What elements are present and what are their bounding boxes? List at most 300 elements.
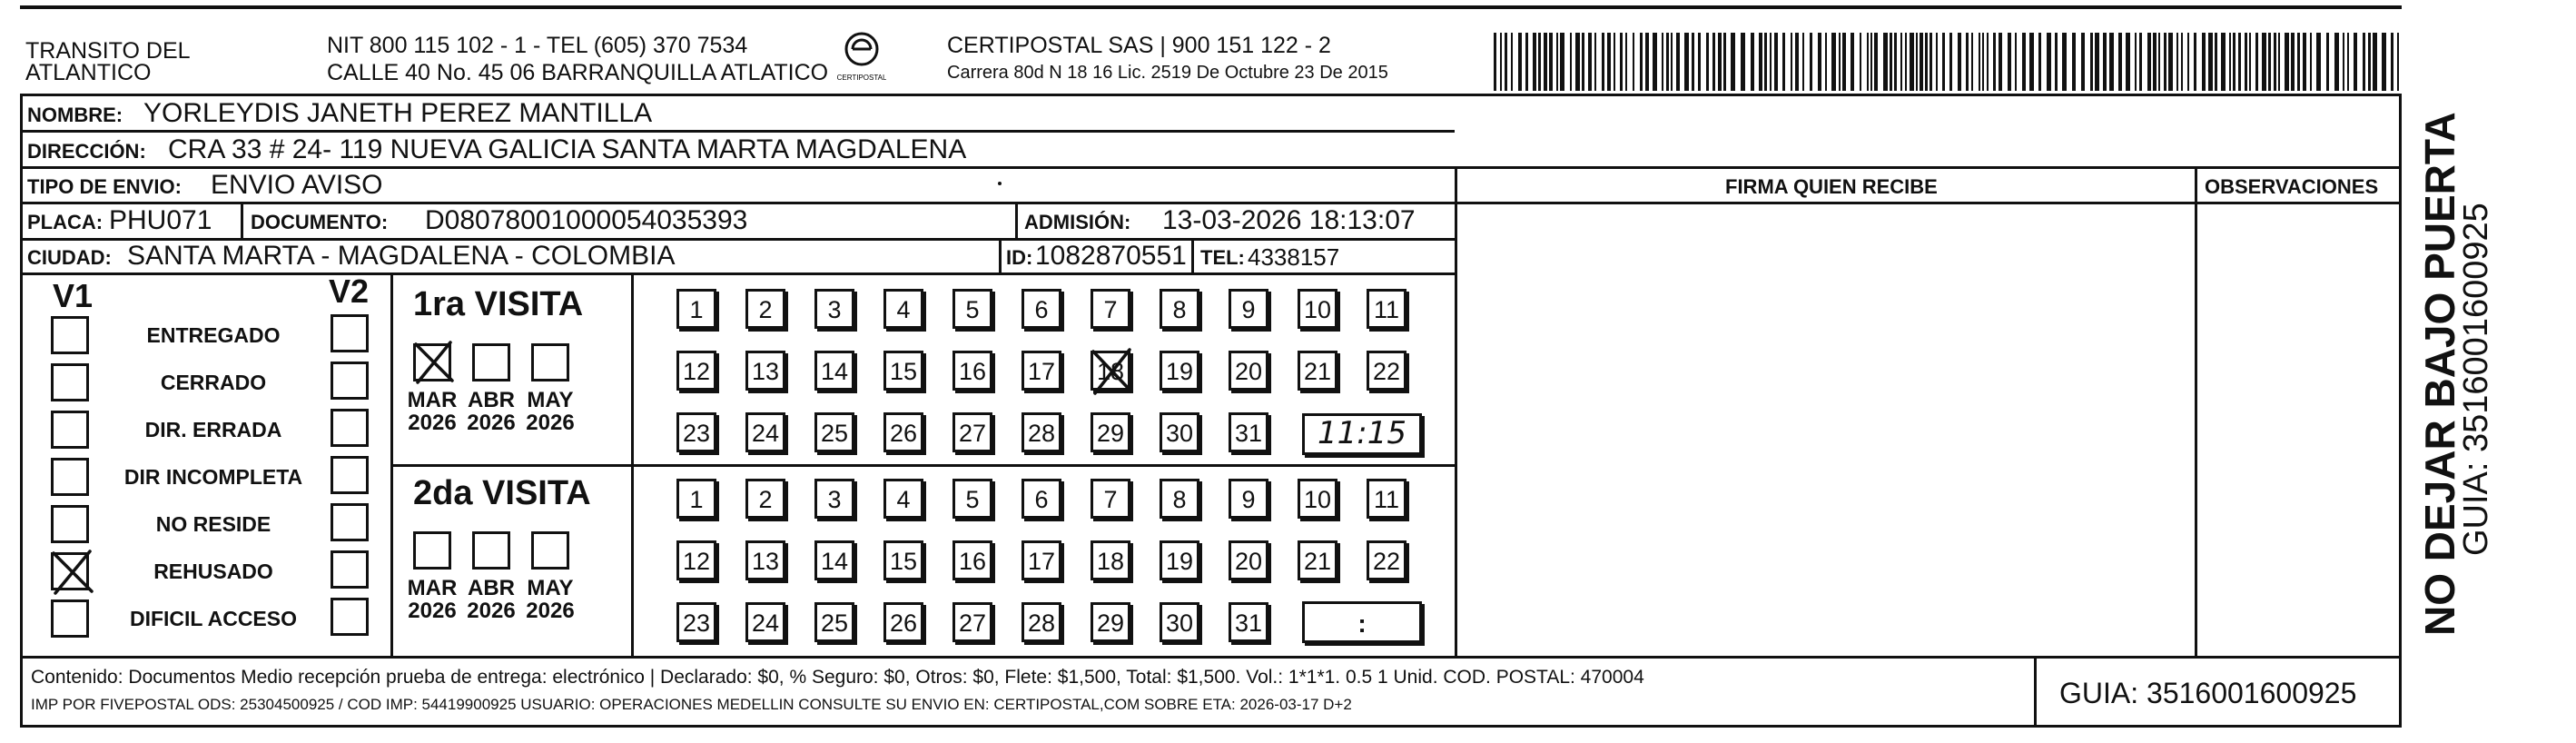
barcode-bar <box>1662 33 1663 91</box>
tipo-envio-label: TIPO DE ENVIO: <box>27 175 182 198</box>
v2-checkbox[interactable] <box>331 362 369 400</box>
barcode-bar <box>1525 33 1528 91</box>
barcode-bar <box>1602 33 1604 91</box>
v1-checkbox[interactable] <box>51 599 89 638</box>
barcode-bar <box>1791 33 1792 91</box>
month-checkbox[interactable] <box>472 531 510 570</box>
month-label <box>518 577 582 622</box>
day-box[interactable]: 23 <box>676 602 716 642</box>
barcode-bar <box>1645 33 1649 91</box>
ink-dot <box>998 182 1002 185</box>
barcode-bar <box>1505 33 1507 91</box>
second-visit-time-box[interactable] <box>1302 601 1422 643</box>
company-address-line: CALLE 40 No. 45 06 BARRANQUILLA ATLATICO <box>327 60 829 85</box>
barcode-bar <box>1698 33 1701 91</box>
day-box[interactable]: 7 <box>1091 289 1130 329</box>
day-box[interactable]: 28 <box>1022 412 1061 452</box>
tipo-envio-value: ENVIO AVISO <box>211 170 383 200</box>
barcode-bar <box>2347 33 2349 91</box>
day-box[interactable]: 6 <box>1022 479 1061 519</box>
day-box[interactable]: 11 <box>1367 289 1406 329</box>
day-box[interactable]: 8 <box>1160 479 1199 519</box>
barcode-bar <box>2291 33 2295 91</box>
barcode-bar <box>2303 33 2306 91</box>
month-year: 2026 <box>408 411 457 436</box>
imp-line: IMP POR FIVEPOSTAL ODS: 25304500925 / COD IMP: 54419900925 USUARIO: OPERACIONES MEDELLIN CONSULTE SU ENVIO EN: CERTIPOSTAL,COM SOBRE ETA: 2026-03-17 D+2 <box>31 696 1352 713</box>
day-box[interactable]: 27 <box>952 602 992 642</box>
barcode <box>1494 33 2402 91</box>
barcode-bar <box>1723 33 1726 91</box>
status-label: NO RESIDE <box>155 512 271 536</box>
barcode-bar <box>1570 33 1572 91</box>
barcode-bar <box>2072 33 2076 91</box>
col-divider <box>1015 202 1018 238</box>
day-box[interactable]: 14 <box>814 351 854 391</box>
day-box[interactable]: 10 <box>1298 479 1337 519</box>
nombre-value: YORLEYDIS JANETH PEREZ MANTILLA <box>143 98 653 128</box>
barcode-bar <box>2095 33 2099 91</box>
certipostal-logo <box>837 31 886 85</box>
barcode-bar <box>1718 33 1722 91</box>
barcode-bar <box>1538 33 1541 91</box>
barcode-bar <box>1839 33 1841 91</box>
row-divider <box>20 130 1455 133</box>
month-year: 2026 <box>526 599 575 624</box>
company-name-line2: ATLANTICO <box>25 60 152 85</box>
barcode-bar <box>1614 33 1615 91</box>
barcode-bar <box>2278 33 2280 91</box>
v1-checkbox[interactable] <box>51 505 89 543</box>
barcode-bar <box>1582 33 1584 91</box>
month-checkbox[interactable] <box>413 343 451 381</box>
firma-label: FIRMA QUIEN RECIBE <box>1725 175 1938 198</box>
barcode-bar <box>2233 33 2235 91</box>
row-divider <box>20 656 2402 659</box>
day-box[interactable]: 17 <box>1022 540 1061 580</box>
status-label: ENTREGADO <box>146 323 281 347</box>
status-label: REHUSADO <box>153 560 273 583</box>
placa-label: PLACA: <box>27 211 104 233</box>
admision-label: ADMISIÓN: <box>1024 211 1131 233</box>
month-name: MAR <box>407 576 458 600</box>
barcode-bar <box>2029 33 2034 91</box>
barcode-bar <box>2297 33 2300 91</box>
month-label <box>459 577 523 622</box>
barcode-bar <box>1712 33 1715 91</box>
guia-footer: GUIA: 3516001600925 <box>2059 677 2357 709</box>
month-year: 2026 <box>408 599 457 624</box>
barcode-bar <box>1818 33 1821 91</box>
check-mark-icon <box>50 548 95 595</box>
barcode-bar <box>2158 33 2160 91</box>
day-box[interactable]: 28 <box>1022 602 1061 642</box>
company-nit-line: NIT 800 115 102 - 1 - TEL (605) 370 7534 <box>327 33 748 58</box>
barcode-bar <box>1894 33 1897 91</box>
barcode-bar <box>2008 33 2011 91</box>
day-box[interactable]: 5 <box>952 289 992 329</box>
barcode-bar <box>1874 33 1878 91</box>
col-divider <box>2034 656 2037 728</box>
col-divider <box>2195 166 2197 656</box>
barcode-bar <box>1620 33 1623 91</box>
barcode-bar <box>2391 33 2393 91</box>
barcode-bar <box>2363 33 2365 91</box>
barcode-bar <box>1916 33 1918 91</box>
second-visit-time-placeholder: : <box>1357 609 1367 638</box>
month-name: MAR <box>407 388 458 412</box>
barcode-bar <box>2047 33 2051 91</box>
month-year: 2026 <box>467 411 516 436</box>
barcode-bar <box>1842 33 1846 91</box>
barcode-bar <box>2164 33 2166 91</box>
barcode-bar <box>1870 33 1872 91</box>
barcode-bar <box>2015 33 2017 91</box>
company-name-line1: TRANSITO DEL <box>25 38 191 64</box>
col-divider <box>999 238 1002 272</box>
barcode-bar <box>2382 33 2386 91</box>
v1-checkbox[interactable] <box>51 363 89 401</box>
barcode-bar <box>1979 33 1980 91</box>
barcode-bar <box>1759 33 1762 91</box>
day-box[interactable]: 18 <box>1091 351 1130 391</box>
v1-checkbox[interactable] <box>51 552 89 590</box>
barcode-bar <box>1900 33 1902 91</box>
day-box[interactable]: 3 <box>814 479 854 519</box>
barcode-bar <box>2262 33 2266 91</box>
day-box[interactable]: 22 <box>1367 351 1406 391</box>
barcode-bar <box>2334 33 2339 91</box>
barcode-bar <box>1910 33 1914 91</box>
barcode-bar <box>2022 33 2026 91</box>
nombre-label: NOMBRE: <box>27 104 123 126</box>
id-label: ID: <box>1006 246 1033 269</box>
day-box[interactable]: 10 <box>1298 289 1337 329</box>
barcode-bar <box>1575 33 1580 91</box>
month-checkbox[interactable] <box>472 343 510 381</box>
day-box[interactable]: 15 <box>883 351 923 391</box>
day-box[interactable]: 30 <box>1160 412 1199 452</box>
barcode-bar <box>1706 33 1709 91</box>
barcode-bar <box>1867 33 1869 91</box>
barcode-bar <box>2181 33 2183 91</box>
col-divider <box>631 272 634 656</box>
barcode-bar <box>2109 33 2114 91</box>
barcode-bar <box>2168 33 2173 91</box>
barcode-bar <box>1653 33 1657 91</box>
observaciones-label: OBSERVACIONES <box>2205 175 2379 198</box>
barcode-bar <box>1640 33 1643 91</box>
barcode-bar <box>1993 33 1996 91</box>
day-box[interactable]: 20 <box>1229 351 1268 391</box>
day-box[interactable]: 5 <box>952 479 992 519</box>
admision-value: 13-03-2026 18:13:07 <box>1162 205 1416 235</box>
barcode-bar <box>1802 33 1804 91</box>
barcode-bar <box>1518 33 1522 91</box>
v2-checkbox[interactable] <box>331 550 369 589</box>
barcode-bar <box>2354 33 2357 91</box>
barcode-bar <box>1549 33 1553 91</box>
barcode-bar <box>1684 33 1689 91</box>
barcode-bar <box>1692 33 1694 91</box>
barcode-bar <box>2153 33 2157 91</box>
barcode-bar <box>1851 33 1854 91</box>
barcode-bar <box>2274 33 2276 91</box>
barcode-bar <box>1905 33 1907 91</box>
barcode-bar <box>1936 33 1938 91</box>
barcode-bar <box>1633 33 1634 91</box>
barcode-bar <box>2373 33 2377 91</box>
day-box[interactable]: 29 <box>1091 412 1130 452</box>
day-box[interactable]: 17 <box>1022 351 1061 391</box>
barcode-bar <box>1751 33 1754 91</box>
barcode-bar <box>2194 33 2196 91</box>
month-name: MAY <box>527 576 574 600</box>
v1-checkbox[interactable] <box>51 411 89 449</box>
day-box[interactable]: 29 <box>1091 602 1130 642</box>
first-visit-time: 11:15 <box>1318 415 1406 451</box>
barcode-bar <box>2126 33 2130 91</box>
barcode-bar <box>1741 33 1745 91</box>
day-box[interactable]: 12 <box>676 351 716 391</box>
barcode-bar <box>1883 33 1888 91</box>
day-box[interactable]: 12 <box>676 540 716 580</box>
day-box[interactable]: 13 <box>745 540 785 580</box>
day-box[interactable]: 7 <box>1091 479 1130 519</box>
day-box[interactable]: 18 <box>1091 540 1130 580</box>
barcode-bar <box>1511 33 1513 91</box>
day-box[interactable]: 2 <box>745 289 785 329</box>
day-box[interactable]: 31 <box>1229 602 1268 642</box>
v2-checkbox[interactable] <box>331 456 369 494</box>
barcode-bar <box>1958 33 1961 91</box>
v1-checkbox[interactable] <box>51 458 89 496</box>
barcode-bar <box>1676 33 1680 91</box>
v2-checkbox[interactable] <box>331 409 369 447</box>
day-box[interactable]: 24 <box>745 412 785 452</box>
day-box[interactable]: 8 <box>1160 289 1199 329</box>
day-box[interactable]: 20 <box>1229 540 1268 580</box>
month-checkbox[interactable] <box>531 343 569 381</box>
month-name: ABR <box>468 576 515 600</box>
day-box[interactable]: 21 <box>1298 540 1337 580</box>
row-divider <box>20 202 2402 204</box>
barcode-bar <box>2249 33 2251 91</box>
barcode-bar <box>1607 33 1611 91</box>
first-visit-time-box[interactable] <box>1302 413 1422 455</box>
day-box[interactable]: 6 <box>1022 289 1061 329</box>
col-divider <box>1455 166 1457 656</box>
logo-lettering: CERTIPOSTAL <box>837 74 886 82</box>
v1-checkbox[interactable] <box>51 316 89 354</box>
day-box[interactable]: 24 <box>745 602 785 642</box>
courier-license-line: Carrera 80d N 18 16 Lic. 2519 De Octubre 23 De 2015 <box>947 63 1388 83</box>
barcode-bar <box>2139 33 2142 91</box>
day-box[interactable]: 4 <box>883 479 923 519</box>
day-box[interactable]: 1 <box>676 289 716 329</box>
day-box[interactable]: 27 <box>952 412 992 452</box>
col-divider <box>1191 238 1194 272</box>
day-box[interactable]: 14 <box>814 540 854 580</box>
barcode-bar <box>1560 33 1564 91</box>
barcode-bar <box>2187 33 2189 91</box>
barcode-bar <box>2103 33 2107 91</box>
barcode-bar <box>2202 33 2206 91</box>
barcode-bar <box>1831 33 1836 91</box>
day-box[interactable]: 9 <box>1229 289 1268 329</box>
month-label <box>459 389 523 434</box>
barcode-bar <box>1982 33 1984 91</box>
barcode-bar <box>1890 33 1892 91</box>
row-divider <box>20 272 1455 275</box>
barcode-bar <box>2316 33 2321 91</box>
day-box[interactable]: 2 <box>745 479 785 519</box>
courier-name-line: CERTIPOSTAL SAS | 900 151 122 - 2 <box>947 33 1331 58</box>
day-box[interactable]: 30 <box>1160 602 1199 642</box>
barcode-bar <box>1731 33 1735 91</box>
documento-value: D08078001000054035393 <box>425 205 748 235</box>
barcode-bar <box>1999 33 2002 91</box>
barcode-bar <box>2215 33 2217 91</box>
status-label: DIR INCOMPLETA <box>123 465 303 489</box>
day-box[interactable]: 11 <box>1367 479 1406 519</box>
id-value: 1082870551 <box>1035 241 1187 271</box>
first-visit-title: 1ra VISITA <box>413 285 584 323</box>
tel-label: TEL: <box>1200 246 1245 269</box>
month-name: ABR <box>468 388 515 412</box>
day-box[interactable]: 16 <box>952 351 992 391</box>
month-checkbox[interactable] <box>531 531 569 570</box>
month-label <box>400 577 464 622</box>
barcode-bar <box>1594 33 1596 91</box>
tel-value: 4338157 <box>1248 243 1340 271</box>
month-checkbox[interactable] <box>413 531 451 570</box>
barcode-bar <box>2285 33 2289 91</box>
barcode-bar <box>2090 33 2093 91</box>
direccion-label: DIRECCIÓN: <box>27 140 146 163</box>
barcode-bar <box>2147 33 2151 91</box>
barcode-bar <box>2118 33 2122 91</box>
direccion-value: CRA 33 # 24- 119 NUEVA GALICIA SANTA MARTA MAGDALENA <box>168 134 967 164</box>
barcode-bar <box>1966 33 1969 91</box>
month-label <box>400 389 464 434</box>
barcode-bar <box>2221 33 2226 91</box>
day-box[interactable]: 1 <box>676 479 716 519</box>
barcode-bar <box>1494 33 1496 91</box>
documento-label: DOCUMENTO: <box>251 211 389 233</box>
barcode-bar <box>1795 33 1799 91</box>
day-box[interactable]: 9 <box>1229 479 1268 519</box>
day-box[interactable]: 31 <box>1229 412 1268 452</box>
day-box[interactable]: 3 <box>814 289 854 329</box>
v1-label: V1 <box>53 277 94 314</box>
barcode-bar <box>2397 33 2399 91</box>
day-box[interactable]: 16 <box>952 540 992 580</box>
status-label: DIFICIL ACCESO <box>129 607 297 630</box>
barcode-bar <box>1556 33 1558 91</box>
barcode-bar <box>2245 33 2247 91</box>
barcode-bar <box>2255 33 2258 91</box>
barcode-bar <box>1500 33 1502 91</box>
day-box[interactable]: 26 <box>883 602 923 642</box>
barcode-bar <box>2038 33 2041 91</box>
barcode-bar <box>1533 33 1536 91</box>
barcode-bar <box>2310 33 2312 91</box>
day-box[interactable]: 13 <box>745 351 785 391</box>
barcode-bar <box>1770 33 1772 91</box>
barcode-bar <box>2238 33 2241 91</box>
day-box[interactable]: 23 <box>676 412 716 452</box>
barcode-bar <box>1925 33 1928 91</box>
barcode-bar <box>1942 33 1945 91</box>
certipostal-logo-icon <box>837 31 886 85</box>
day-box[interactable]: 19 <box>1160 351 1199 391</box>
barcode-bar <box>1860 33 1861 91</box>
guia-vertical: GUIA: 3516001600925 <box>2457 203 2495 556</box>
month-year: 2026 <box>526 411 575 436</box>
barcode-bar <box>1920 33 1923 91</box>
barcode-bar <box>2062 33 2067 91</box>
status-label: DIR. ERRADA <box>144 418 282 441</box>
barcode-bar <box>1774 33 1778 91</box>
barcode-bar <box>2268 33 2271 91</box>
row-divider <box>390 464 1455 467</box>
day-box[interactable]: 4 <box>883 289 923 329</box>
barcode-bar <box>2208 33 2213 91</box>
contenido-line: Contenido: Documentos Medio recepción prueba de entrega: electrónico | Declarado: $0, % Seguro: $0, Otros: $0, Flete: $1,500, Total: $1,500. Vol.: 1*1*1. 0.5 1 Unid. COD. POSTAL: 470004 <box>31 667 1644 688</box>
v2-checkbox[interactable] <box>331 314 369 352</box>
month-year: 2026 <box>467 599 516 624</box>
barcode-bar <box>1949 33 1952 91</box>
day-box[interactable]: 25 <box>814 412 854 452</box>
barcode-bar <box>2343 33 2344 91</box>
v2-checkbox[interactable] <box>331 598 369 636</box>
day-box[interactable]: 21 <box>1298 351 1337 391</box>
month-label <box>518 389 582 434</box>
barcode-bar <box>1671 33 1673 91</box>
day-box[interactable]: 15 <box>883 540 923 580</box>
barcode-bar <box>1930 33 1932 91</box>
barcode-bar <box>1625 33 1627 91</box>
day-box[interactable]: 25 <box>814 602 854 642</box>
barcode-bar <box>1764 33 1767 91</box>
v2-label: V2 <box>329 272 370 310</box>
placa-value: PHU071 <box>109 205 212 235</box>
col-divider <box>241 202 243 238</box>
no-dejar-bajo-puerta: NO DEJAR BAJO PUERTA <box>2416 112 2463 636</box>
v2-checkbox[interactable] <box>331 503 369 541</box>
barcode-bar <box>2176 33 2178 91</box>
barcode-bar <box>1782 33 1785 91</box>
barcode-bar <box>2055 33 2058 91</box>
day-box[interactable]: 22 <box>1367 540 1406 580</box>
ciudad-value: SANTA MARTA - MAGDALENA - COLOMBIA <box>127 241 676 271</box>
barcode-bar <box>1544 33 1547 91</box>
barcode-bar <box>1987 33 1989 91</box>
check-mark-icon <box>1090 346 1135 395</box>
barcode-bar <box>1810 33 1812 91</box>
second-visit-title: 2da VISITA <box>413 474 591 512</box>
ciudad-label: CIUDAD: <box>27 246 112 269</box>
barcode-bar <box>1825 33 1827 91</box>
barcode-bar <box>1971 33 1973 91</box>
day-box[interactable]: 26 <box>883 412 923 452</box>
barcode-bar <box>1666 33 1669 91</box>
barcode-bar <box>1588 33 1592 91</box>
barcode-bar <box>2229 33 2231 91</box>
check-mark-icon <box>412 339 456 384</box>
day-box[interactable]: 19 <box>1160 540 1199 580</box>
row-divider <box>20 166 2402 169</box>
